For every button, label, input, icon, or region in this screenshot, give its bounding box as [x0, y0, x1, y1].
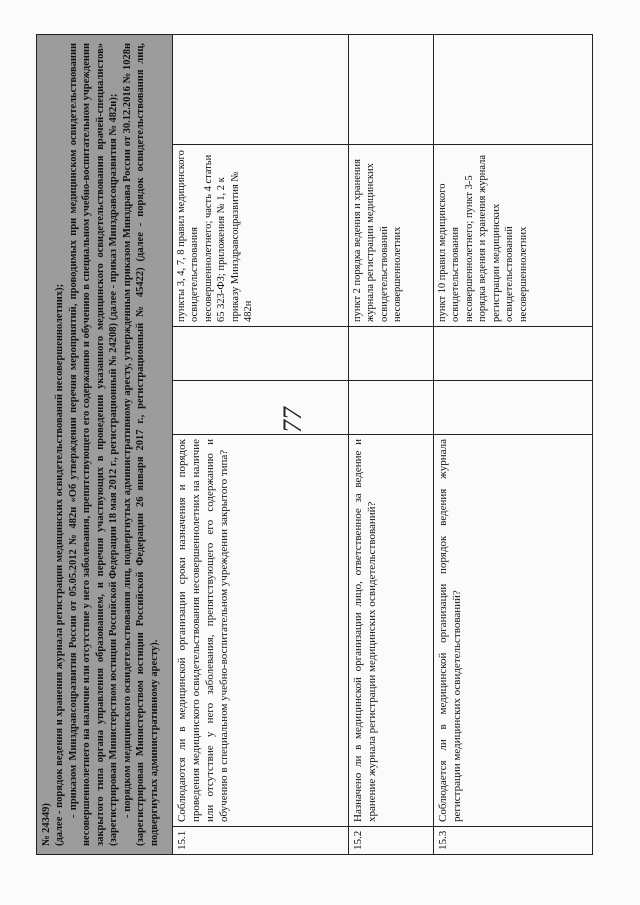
- answer-cell-no: [349, 327, 434, 381]
- question-cell: Соблюдаются ли в медицинской организации сроки назначения и порядок проведения медицинского освидетельствования несовершеннолетних на наличие или отсутствие у него заболевания, препятствующего его содержанию и обучению в специальном учебно-воспитательном учреждении закрытого типа?: [173, 435, 349, 827]
- table-row: [173, 34, 349, 854]
- row-number: 15.3: [434, 827, 593, 855]
- header-paragraph-2: - порядком медицинского освидетельствования лиц, подвергнутых административному аресту, утвержденным приказом Минздрава России от 30.12.2016 № 1028н (зарегистрирован Министерством юстиции Российской Федерации 26 января 2017 г., регистрационный № 45422) (далее - порядок освидетельствования лиц, подвергнутых административному аресту).: [121, 42, 160, 846]
- answer-cell-yes: [173, 381, 349, 435]
- question-cell: Назначено ли в медицинской организации лицо, ответственное за ведение и хранение журнала регистрации медицинских освидетельствований?: [349, 435, 434, 827]
- checklist-table: [36, 34, 593, 855]
- row-number: 15.2: [349, 827, 434, 855]
- note-cell: [173, 34, 349, 144]
- header-paragraph-1: - приказом Минздравсоцразвития России от 05.05.2012 № 482н «Об утверждении перечня мероприятий, проводимых при медицинском освидетельствовании несовершеннолетнего на наличие или отсутствие у него заболевания, препятствующего его содержанию и обучению в специальном учебно-воспитательном учреждении закрытого типа органа управления образованием, и перечня участвующих в проведении указанного медицинского освидетельствования врачей-специалистов» (зарегистрирован Министерством юстиции Российской Федерации 18 мая 2012 г., регистрационный № 24208) (далее - приказ Минздравсоцразвития № 482н);: [67, 42, 120, 846]
- note-cell: [349, 34, 434, 144]
- reference-cell: пункт 2 порядка ведения и хранения журнала регистрации медицинских освидетельствований несовершеннолетних: [349, 145, 434, 327]
- header-line-1: № 24349): [41, 803, 52, 846]
- legal-basis-header: [37, 34, 173, 854]
- page-number: 77: [278, 407, 307, 433]
- header-line-2: (далее - порядок ведения и хранения журнала регистрации медицинских освидетельствований несовершеннолетних);: [54, 283, 66, 846]
- reference-cell: пункт 10 правил медицинского освидетельствования несовершеннолетнего; пункт 3-5 порядка ведения и хранения журнала регистрации медицинских освидетельствований несовершеннолетних: [434, 145, 593, 327]
- question-cell: Соблюдается ли в медицинской организации порядок ведения журнала регистрации медицинских освидетельствований?: [434, 435, 593, 827]
- table-row: [434, 34, 593, 854]
- reference-cell: пункты 3, 4, 7, 8 правил медицинского освидетельствования несовершеннолетнего; часть 4 статьи 65 323-ФЗ; приложения № 1, 2 к приказу Минздравсоцразвития № 482н: [173, 145, 349, 327]
- row-number: 15.1: [173, 827, 349, 855]
- note-cell: [434, 34, 593, 144]
- table-row: [349, 34, 434, 854]
- answer-cell-no: [434, 327, 593, 381]
- rotated-table-container: [36, 35, 592, 855]
- answer-cell-yes: [349, 381, 434, 435]
- answer-cell-no: [173, 327, 349, 381]
- answer-cell-yes: [434, 381, 593, 435]
- header-row: [37, 34, 173, 854]
